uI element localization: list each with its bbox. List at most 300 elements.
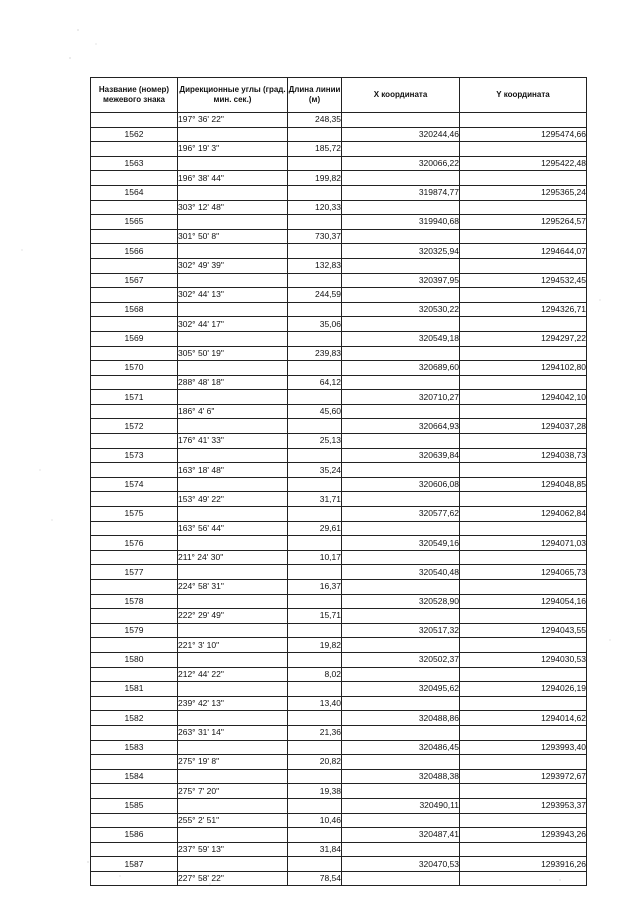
directional-angle-cell: 302° 44' 17" [178, 317, 288, 332]
mark-name-cell: 1568 [91, 302, 178, 317]
x-coordinate-cell: 319940,68 [342, 215, 460, 230]
y-coordinate-cell: 1294048,85 [460, 477, 587, 492]
directional-angle-cell [178, 244, 288, 259]
mark-name-cell [91, 492, 178, 507]
header-line-length: Длина линии (м) [288, 78, 342, 113]
x-coordinate-cell [342, 229, 460, 244]
line-length-cell [288, 302, 342, 317]
line-length-cell [288, 477, 342, 492]
line-length-cell [288, 652, 342, 667]
mark-name-cell [91, 142, 178, 157]
x-coordinate-cell [342, 113, 460, 128]
y-coordinate-cell [460, 725, 587, 740]
x-coordinate-cell: 320490,11 [342, 798, 460, 813]
line-length-cell [288, 419, 342, 434]
y-coordinate-cell [460, 142, 587, 157]
mark-name-cell [91, 521, 178, 536]
x-coordinate-cell [342, 404, 460, 419]
y-coordinate-cell: 1295365,24 [460, 185, 587, 200]
header-directional-angle: Дирекционные углы (град. мин. сек.) [178, 78, 288, 113]
y-coordinate-cell [460, 813, 587, 828]
table-row [91, 769, 587, 784]
y-coordinate-cell: 1295422,48 [460, 156, 587, 171]
directional-angle-cell [178, 448, 288, 463]
y-coordinate-cell: 1294042,10 [460, 390, 587, 405]
directional-angle-cell [178, 711, 288, 726]
table-row [91, 682, 587, 697]
line-length-cell: 25,13 [288, 434, 342, 449]
line-length-cell: 10,17 [288, 550, 342, 565]
mark-name-cell: 1581 [91, 682, 178, 697]
table-row [91, 784, 587, 799]
y-coordinate-cell [460, 229, 587, 244]
line-length-cell [288, 390, 342, 405]
x-coordinate-cell: 320639,84 [342, 448, 460, 463]
header-y-coordinate: Y координата [460, 78, 587, 113]
x-coordinate-cell: 320397,95 [342, 273, 460, 288]
directional-angle-cell: 196° 38' 44" [178, 171, 288, 186]
line-length-cell: 19,82 [288, 638, 342, 653]
y-coordinate-cell [460, 842, 587, 857]
y-coordinate-cell [460, 667, 587, 682]
table-row [91, 507, 587, 522]
x-coordinate-cell: 320495,62 [342, 682, 460, 697]
directional-angle-cell: 163° 18' 48" [178, 463, 288, 478]
y-coordinate-cell: 1293943,26 [460, 828, 587, 843]
mark-name-cell [91, 113, 178, 128]
mark-name-cell [91, 755, 178, 770]
table-header-row [91, 78, 587, 113]
y-coordinate-cell: 1294030,53 [460, 652, 587, 667]
table-row [91, 375, 587, 390]
directional-angle-cell [178, 302, 288, 317]
mark-name-cell: 1583 [91, 740, 178, 755]
y-coordinate-cell [460, 171, 587, 186]
table-row [91, 156, 587, 171]
directional-angle-cell [178, 127, 288, 142]
x-coordinate-cell [342, 871, 460, 886]
directional-angle-cell [178, 331, 288, 346]
x-coordinate-cell [342, 317, 460, 332]
y-coordinate-cell [460, 784, 587, 799]
x-coordinate-cell: 320325,94 [342, 244, 460, 259]
x-coordinate-cell [342, 142, 460, 157]
y-coordinate-cell [460, 404, 587, 419]
line-length-cell: 13,40 [288, 696, 342, 711]
y-coordinate-cell: 1294038,73 [460, 448, 587, 463]
directional-angle-cell [178, 536, 288, 551]
line-length-cell [288, 156, 342, 171]
mark-name-cell [91, 871, 178, 886]
y-coordinate-cell [460, 288, 587, 303]
x-coordinate-cell [342, 580, 460, 595]
table-row [91, 331, 587, 346]
line-length-cell: 10,46 [288, 813, 342, 828]
directional-angle-cell [178, 652, 288, 667]
x-coordinate-cell: 320577,62 [342, 507, 460, 522]
table-row [91, 463, 587, 478]
table-row [91, 594, 587, 609]
table-row [91, 390, 587, 405]
y-coordinate-cell [460, 113, 587, 128]
x-coordinate-cell [342, 784, 460, 799]
directional-angle-cell [178, 565, 288, 580]
directional-angle-cell [178, 507, 288, 522]
directional-angle-cell: 153° 49' 22" [178, 492, 288, 507]
mark-name-cell: 1577 [91, 565, 178, 580]
directional-angle-cell [178, 623, 288, 638]
line-length-cell [288, 331, 342, 346]
table-row [91, 813, 587, 828]
table-row [91, 171, 587, 186]
directional-angle-cell [178, 828, 288, 843]
line-length-cell: 31,84 [288, 842, 342, 857]
y-coordinate-cell: 1293916,26 [460, 857, 587, 872]
mark-name-cell: 1573 [91, 448, 178, 463]
table-row [91, 346, 587, 361]
table-row [91, 244, 587, 259]
mark-name-cell [91, 638, 178, 653]
directional-angle-cell: 302° 49' 39" [178, 258, 288, 273]
x-coordinate-cell: 320066,22 [342, 156, 460, 171]
x-coordinate-cell: 320488,38 [342, 769, 460, 784]
line-length-cell [288, 565, 342, 580]
line-length-cell: 199,82 [288, 171, 342, 186]
table-row [91, 842, 587, 857]
y-coordinate-cell [460, 200, 587, 215]
y-coordinate-cell: 1295264,57 [460, 215, 587, 230]
directional-angle-cell [178, 419, 288, 434]
directional-angle-cell [178, 769, 288, 784]
directional-angle-cell: 186° 4' 6" [178, 404, 288, 419]
table-row [91, 288, 587, 303]
y-coordinate-cell [460, 317, 587, 332]
line-length-cell [288, 361, 342, 376]
directional-angle-cell: 227° 58' 22" [178, 871, 288, 886]
boundary-marks-table [90, 77, 587, 886]
x-coordinate-cell [342, 200, 460, 215]
x-coordinate-cell [342, 434, 460, 449]
line-length-cell: 730,37 [288, 229, 342, 244]
mark-name-cell: 1566 [91, 244, 178, 259]
table-row [91, 404, 587, 419]
y-coordinate-cell [460, 580, 587, 595]
y-coordinate-cell: 1294644,07 [460, 244, 587, 259]
line-length-cell [288, 244, 342, 259]
line-length-cell: 35,06 [288, 317, 342, 332]
directional-angle-cell: 239° 42' 13" [178, 696, 288, 711]
x-coordinate-cell: 320502,37 [342, 652, 460, 667]
line-length-cell: 132,83 [288, 258, 342, 273]
x-coordinate-cell [342, 842, 460, 857]
x-coordinate-cell: 320540,48 [342, 565, 460, 580]
mark-name-cell: 1585 [91, 798, 178, 813]
directional-angle-cell: 197° 36' 22" [178, 113, 288, 128]
y-coordinate-cell [460, 638, 587, 653]
table-row [91, 521, 587, 536]
line-length-cell [288, 448, 342, 463]
line-length-cell: 45,60 [288, 404, 342, 419]
table-row [91, 638, 587, 653]
table-row [91, 229, 587, 244]
directional-angle-cell: 305° 50' 19" [178, 346, 288, 361]
mark-name-cell [91, 580, 178, 595]
mark-name-cell [91, 696, 178, 711]
y-coordinate-cell: 1294532,45 [460, 273, 587, 288]
y-coordinate-cell [460, 550, 587, 565]
directional-angle-cell: 301° 50' 8" [178, 229, 288, 244]
x-coordinate-cell: 320710,27 [342, 390, 460, 405]
x-coordinate-cell [342, 463, 460, 478]
y-coordinate-cell: 1294071,03 [460, 536, 587, 551]
line-length-cell [288, 536, 342, 551]
line-length-cell: 8,02 [288, 667, 342, 682]
mark-name-cell: 1587 [91, 857, 178, 872]
line-length-cell: 31,71 [288, 492, 342, 507]
line-length-cell [288, 711, 342, 726]
directional-angle-cell: 224° 58' 31" [178, 580, 288, 595]
directional-angle-cell: 221° 3' 10" [178, 638, 288, 653]
y-coordinate-cell: 1293953,37 [460, 798, 587, 813]
table-row [91, 696, 587, 711]
table-row [91, 550, 587, 565]
mark-name-cell [91, 258, 178, 273]
x-coordinate-cell [342, 375, 460, 390]
directional-angle-cell: 275° 7' 20" [178, 784, 288, 799]
x-coordinate-cell: 320549,18 [342, 331, 460, 346]
line-length-cell: 21,36 [288, 725, 342, 740]
line-length-cell [288, 769, 342, 784]
table-row [91, 580, 587, 595]
x-coordinate-cell [342, 667, 460, 682]
table-row [91, 871, 587, 886]
table-row [91, 725, 587, 740]
directional-angle-cell [178, 185, 288, 200]
x-coordinate-cell [342, 492, 460, 507]
table-body [91, 113, 587, 886]
table-row [91, 448, 587, 463]
mark-name-cell [91, 725, 178, 740]
y-coordinate-cell: 1294014,62 [460, 711, 587, 726]
y-coordinate-cell [460, 434, 587, 449]
table-row [91, 536, 587, 551]
table-row [91, 477, 587, 492]
mark-name-cell: 1584 [91, 769, 178, 784]
mark-name-cell: 1572 [91, 419, 178, 434]
mark-name-cell: 1586 [91, 828, 178, 843]
mark-name-cell [91, 434, 178, 449]
y-coordinate-cell [460, 346, 587, 361]
directional-angle-cell: 222° 29' 49" [178, 609, 288, 624]
table-row [91, 361, 587, 376]
directional-angle-cell: 212° 44' 22" [178, 667, 288, 682]
table-row [91, 740, 587, 755]
mark-name-cell: 1567 [91, 273, 178, 288]
x-coordinate-cell [342, 638, 460, 653]
table-row [91, 185, 587, 200]
mark-name-cell: 1563 [91, 156, 178, 171]
line-length-cell: 239,83 [288, 346, 342, 361]
table-row [91, 857, 587, 872]
mark-name-cell: 1574 [91, 477, 178, 492]
y-coordinate-cell: 1294043,55 [460, 623, 587, 638]
mark-name-cell [91, 784, 178, 799]
mark-name-cell [91, 813, 178, 828]
directional-angle-cell [178, 215, 288, 230]
line-length-cell [288, 507, 342, 522]
directional-angle-cell [178, 156, 288, 171]
table-row [91, 142, 587, 157]
y-coordinate-cell: 1294297,22 [460, 331, 587, 346]
table-row [91, 609, 587, 624]
y-coordinate-cell: 1294054,16 [460, 594, 587, 609]
table-row [91, 492, 587, 507]
mark-name-cell [91, 609, 178, 624]
table-row [91, 113, 587, 128]
mark-name-cell: 1564 [91, 185, 178, 200]
y-coordinate-cell [460, 492, 587, 507]
directional-angle-cell: 302° 44' 13" [178, 288, 288, 303]
x-coordinate-cell [342, 696, 460, 711]
y-coordinate-cell: 1294062,84 [460, 507, 587, 522]
x-coordinate-cell: 320488,86 [342, 711, 460, 726]
directional-angle-cell [178, 857, 288, 872]
directional-angle-cell [178, 798, 288, 813]
directional-angle-cell: 263° 31' 14" [178, 725, 288, 740]
line-length-cell: 244,59 [288, 288, 342, 303]
directional-angle-cell: 303° 12' 48" [178, 200, 288, 215]
y-coordinate-cell [460, 755, 587, 770]
line-length-cell: 35,24 [288, 463, 342, 478]
x-coordinate-cell: 319874,77 [342, 185, 460, 200]
table-row [91, 434, 587, 449]
x-coordinate-cell: 320244,46 [342, 127, 460, 142]
table-row [91, 215, 587, 230]
line-length-cell [288, 273, 342, 288]
y-coordinate-cell [460, 375, 587, 390]
x-coordinate-cell: 320664,93 [342, 419, 460, 434]
table-row [91, 623, 587, 638]
directional-angle-cell [178, 477, 288, 492]
directional-angle-cell [178, 740, 288, 755]
line-length-cell: 78,54 [288, 871, 342, 886]
table-row [91, 798, 587, 813]
table-row [91, 419, 587, 434]
y-coordinate-cell: 1294065,73 [460, 565, 587, 580]
header-mark-name: Название (номер) межевого знака [91, 78, 178, 113]
x-coordinate-cell [342, 521, 460, 536]
directional-angle-cell: 237° 59' 13" [178, 842, 288, 857]
line-length-cell [288, 740, 342, 755]
mark-name-cell: 1582 [91, 711, 178, 726]
mark-name-cell: 1565 [91, 215, 178, 230]
y-coordinate-cell [460, 463, 587, 478]
mark-name-cell [91, 346, 178, 361]
mark-name-cell [91, 375, 178, 390]
directional-angle-cell: 275° 19' 8" [178, 755, 288, 770]
x-coordinate-cell [342, 258, 460, 273]
mark-name-cell: 1570 [91, 361, 178, 376]
x-coordinate-cell: 320689,60 [342, 361, 460, 376]
directional-angle-cell [178, 361, 288, 376]
line-length-cell: 16,37 [288, 580, 342, 595]
mark-name-cell [91, 317, 178, 332]
y-coordinate-cell [460, 609, 587, 624]
directional-angle-cell [178, 273, 288, 288]
directional-angle-cell: 288° 48' 18" [178, 375, 288, 390]
x-coordinate-cell: 320470,53 [342, 857, 460, 872]
y-coordinate-cell: 1294037,28 [460, 419, 587, 434]
table-row [91, 273, 587, 288]
line-length-cell: 120,33 [288, 200, 342, 215]
mark-name-cell: 1571 [91, 390, 178, 405]
mark-name-cell [91, 200, 178, 215]
table-row [91, 755, 587, 770]
x-coordinate-cell [342, 346, 460, 361]
line-length-cell: 29,61 [288, 521, 342, 536]
y-coordinate-cell: 1293993,40 [460, 740, 587, 755]
x-coordinate-cell: 320530,22 [342, 302, 460, 317]
line-length-cell: 15,71 [288, 609, 342, 624]
table-row [91, 258, 587, 273]
mark-name-cell: 1578 [91, 594, 178, 609]
x-coordinate-cell [342, 288, 460, 303]
y-coordinate-cell: 1295474,66 [460, 127, 587, 142]
directional-angle-cell [178, 390, 288, 405]
mark-name-cell: 1569 [91, 331, 178, 346]
y-coordinate-cell: 1294326,71 [460, 302, 587, 317]
x-coordinate-cell: 320606,08 [342, 477, 460, 492]
directional-angle-cell: 196° 19' 3" [178, 142, 288, 157]
line-length-cell [288, 798, 342, 813]
mark-name-cell [91, 667, 178, 682]
y-coordinate-cell: 1293972,67 [460, 769, 587, 784]
line-length-cell [288, 127, 342, 142]
line-length-cell: 20,82 [288, 755, 342, 770]
y-coordinate-cell [460, 521, 587, 536]
mark-name-cell [91, 288, 178, 303]
x-coordinate-cell: 320517,32 [342, 623, 460, 638]
line-length-cell [288, 682, 342, 697]
directional-angle-cell: 176° 41' 33" [178, 434, 288, 449]
x-coordinate-cell [342, 171, 460, 186]
table-row [91, 317, 587, 332]
y-coordinate-cell [460, 696, 587, 711]
x-coordinate-cell: 320487,41 [342, 828, 460, 843]
mark-name-cell [91, 463, 178, 478]
y-coordinate-cell: 1294026,19 [460, 682, 587, 697]
line-length-cell [288, 185, 342, 200]
mark-name-cell: 1580 [91, 652, 178, 667]
mark-name-cell: 1575 [91, 507, 178, 522]
mark-name-cell [91, 171, 178, 186]
table-row [91, 828, 587, 843]
table-row [91, 667, 587, 682]
line-length-cell [288, 857, 342, 872]
y-coordinate-cell: 1294102,80 [460, 361, 587, 376]
directional-angle-cell [178, 594, 288, 609]
x-coordinate-cell [342, 755, 460, 770]
x-coordinate-cell: 320549,16 [342, 536, 460, 551]
x-coordinate-cell [342, 609, 460, 624]
line-length-cell [288, 828, 342, 843]
mark-name-cell [91, 550, 178, 565]
line-length-cell [288, 623, 342, 638]
x-coordinate-cell: 320486,45 [342, 740, 460, 755]
mark-name-cell: 1576 [91, 536, 178, 551]
x-coordinate-cell [342, 550, 460, 565]
directional-angle-cell: 163° 56' 44" [178, 521, 288, 536]
